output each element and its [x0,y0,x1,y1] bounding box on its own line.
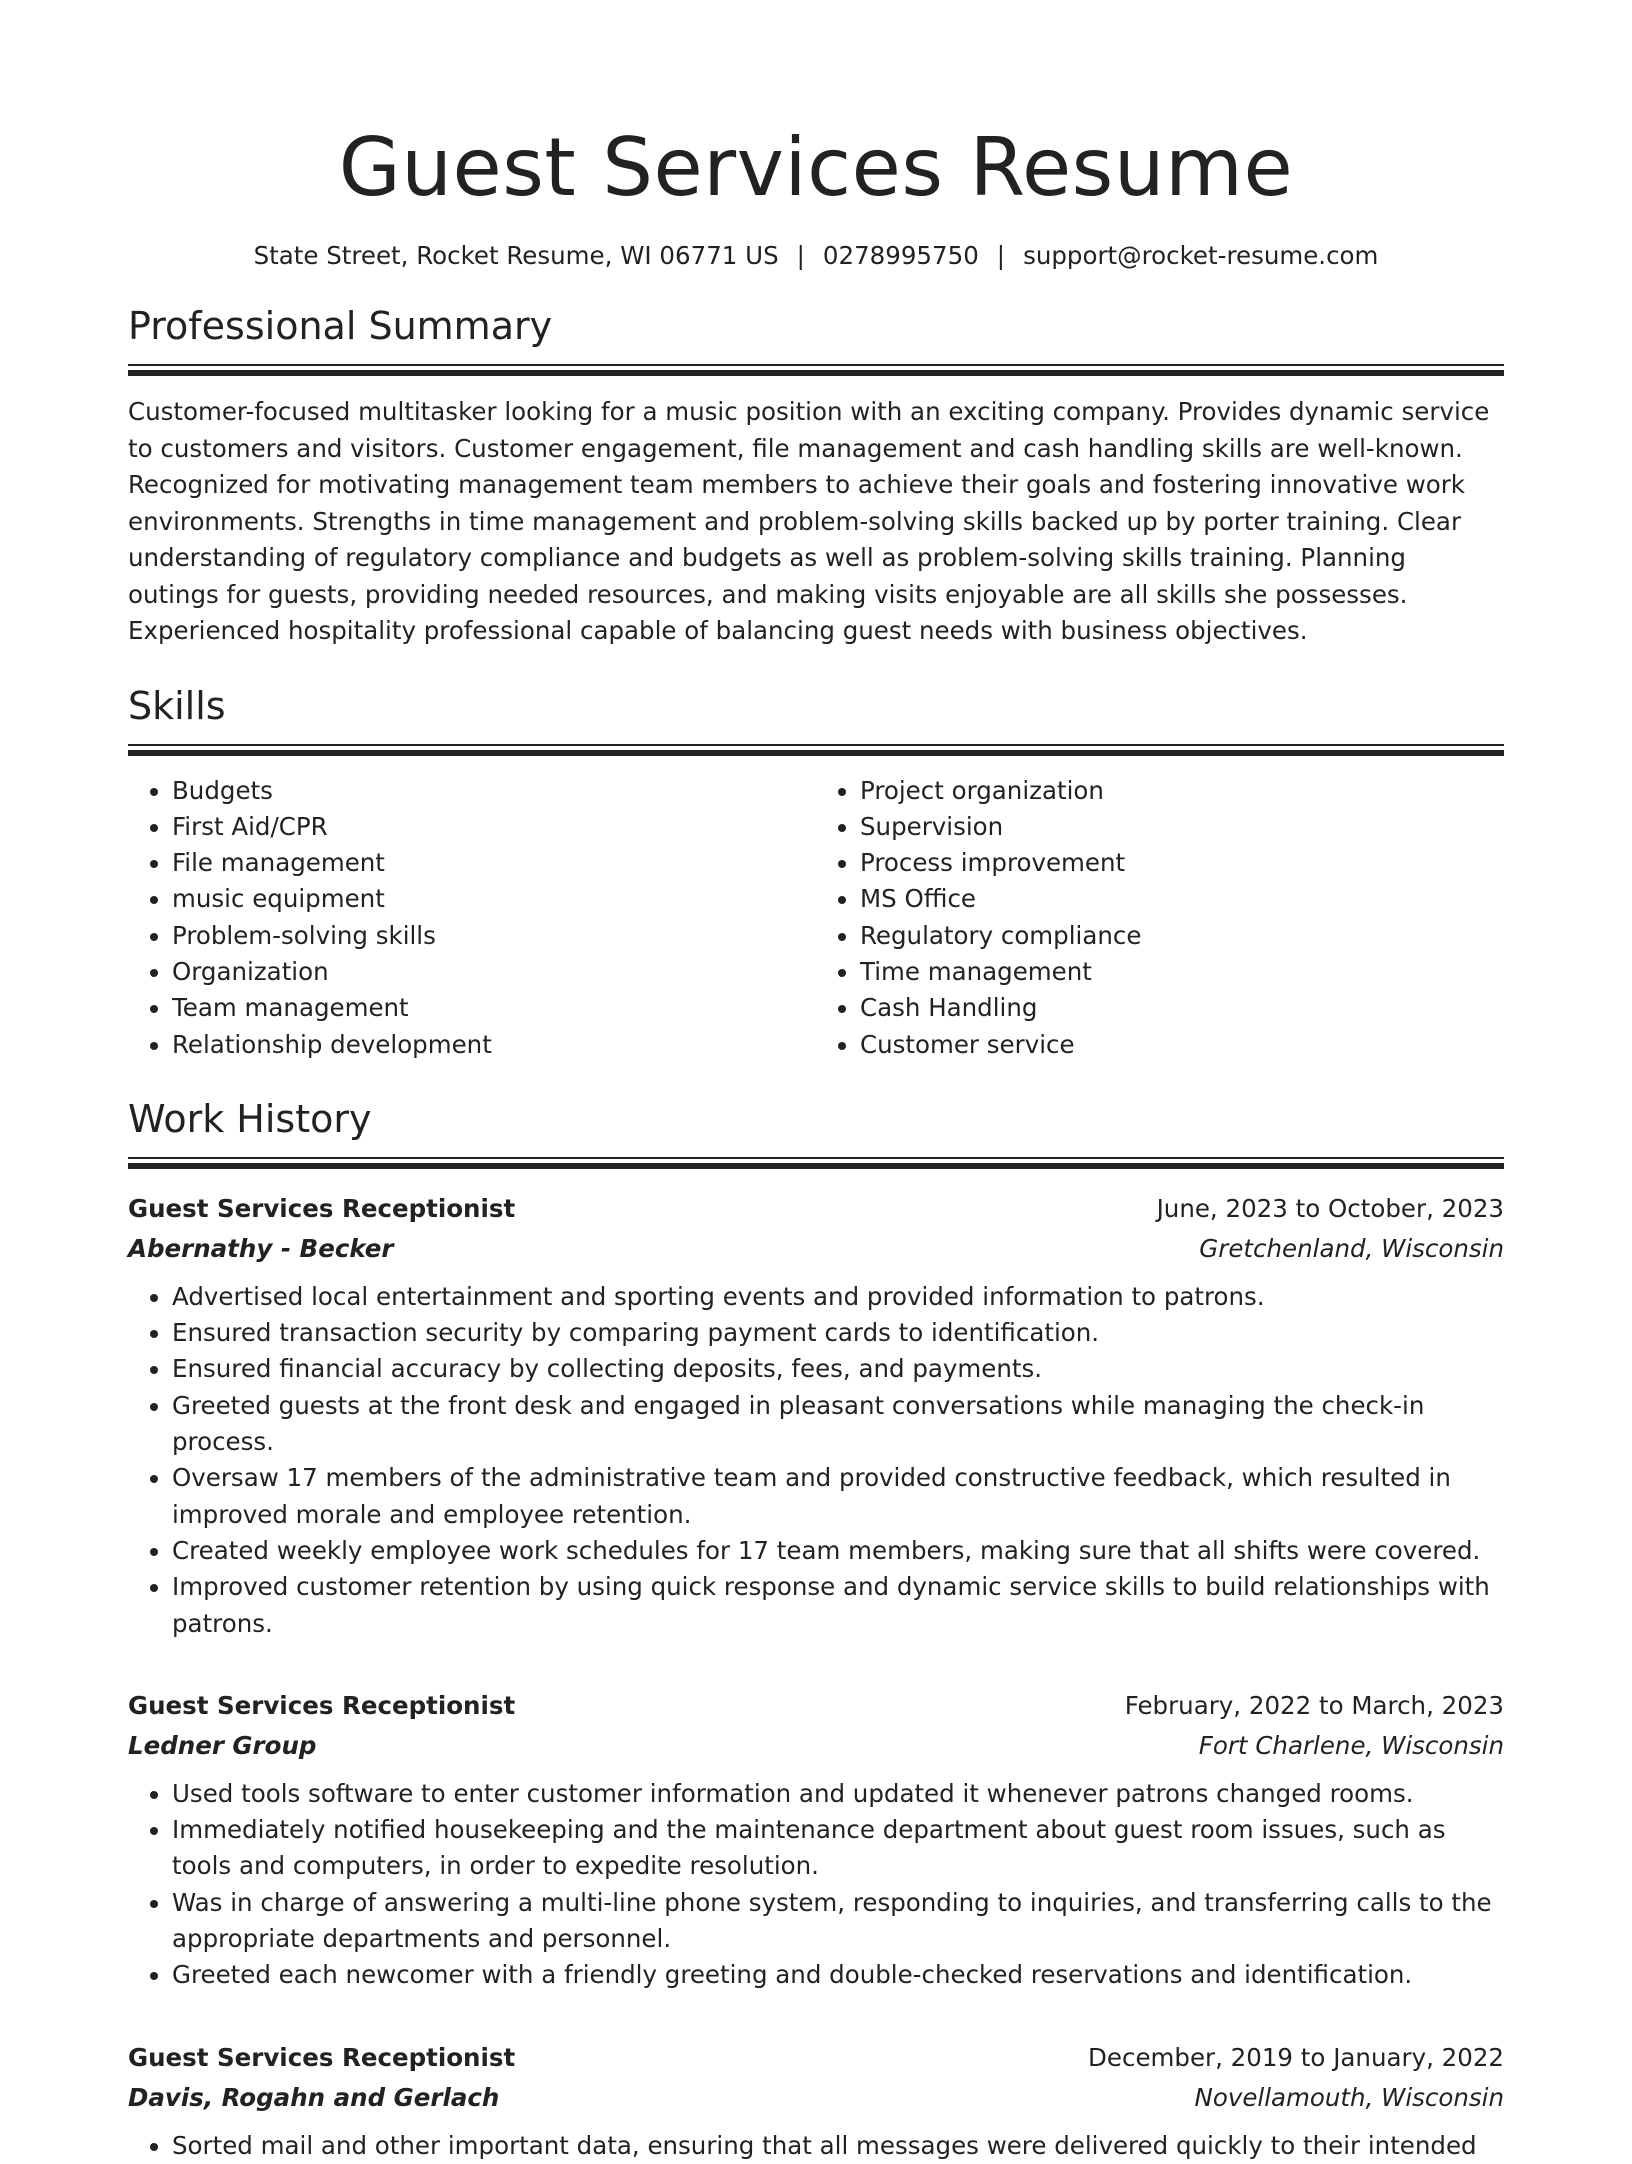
skill-item: • music equipment [172,881,816,917]
skill-item: • Organization [172,954,816,990]
skills-column-right [816,773,1504,1063]
skills-grid [128,773,1504,1063]
skill-item: • Budgets [172,773,816,809]
skill-item: • File management [172,845,816,881]
job-bullet: • Improved customer retention by using quick response and dynamic service skills to build relationships with patrons. [172,1569,1504,1642]
contact-phone: 0278995750 [822,241,979,270]
job-bullet: • Greeted each newcomer with a friendly greeting and double-checked reservations and identification. [172,1957,1504,1993]
contact-email: support@rocket-resume.com [1023,241,1379,270]
job-bullet: • Immediately notified housekeeping and the maintenance department about guest room issues, such as tools and computers, in order to expedite resolution. [172,1812,1504,1885]
page-title: Guest Services Resume [338,121,1294,214]
job-header-row [128,1686,1504,1726]
job-location: Novellamouth, Wisconsin [1194,2082,1504,2112]
job-company: Abernathy - Becker [128,1233,394,1263]
job-bullet: • Used tools software to enter customer information and updated it whenever patrons changed rooms. [172,1776,1504,1812]
section-heading-skills: Skills [128,683,226,728]
job-header-row [128,1189,1504,1229]
section-divider [128,744,1504,756]
professional-summary-section [128,300,1504,650]
job-company: Ledner Group [128,1730,317,1760]
skill-item: • Customer service [860,1027,1504,1063]
contact-line [128,240,1504,272]
skills-column-left [128,773,816,1063]
skill-item: • Team management [172,990,816,1026]
skill-item: • Cash Handling [860,990,1504,1026]
skill-item: • Process improvement [860,845,1504,881]
skill-item: • Relationship development [172,1027,816,1063]
job-bullet: • Created weekly employee work schedules for 17 team members, making sure that all shifts were covered. [172,1533,1504,1569]
work-history-section [128,1093,1504,2164]
skill-item: • MS Office [860,881,1504,917]
job-bullet-list [128,2128,1504,2164]
job-title: Guest Services Receptionist [128,2042,516,2072]
job-entry [128,1686,1504,1994]
job-bullet: • Advertised local entertainment and sporting events and provided information to patrons. [172,1279,1504,1315]
section-heading-summary: Professional Summary [128,304,553,348]
job-location: Fort Charlene, Wisconsin [1198,1730,1504,1760]
section-divider [128,364,1504,376]
job-entry [128,1189,1504,1642]
job-bullet: • Was in charge of answering a multi-line phone system, responding to inquiries, and transferring calls to the appropriate departments and personnel. [172,1885,1504,1958]
job-dates: June, 2023 to October, 2023 [1156,1193,1504,1223]
job-location: Gretchenland, Wisconsin [1199,1233,1504,1263]
job-dates: December, 2019 to January, 2022 [1088,2042,1504,2072]
job-title: Guest Services Receptionist [128,1690,516,1720]
job-dates: February, 2022 to March, 2023 [1124,1690,1504,1720]
skill-item: • Problem-solving skills [172,918,816,954]
skills-section [128,680,1504,1063]
section-divider [128,1157,1504,1169]
skill-item: • Project organization [860,773,1504,809]
contact-separator: | [996,241,1006,270]
job-company-row [128,1229,1504,1269]
job-bullet: • Ensured transaction security by comparing payment cards to identification. [172,1315,1504,1351]
skill-item: • Time management [860,954,1504,990]
section-heading-work-history: Work History [128,1096,372,1141]
job-bullet-list [128,1279,1504,1642]
skill-item: • Supervision [860,809,1504,845]
skill-item: • Regulatory compliance [860,918,1504,954]
contact-address: State Street, Rocket Resume, WI 06771 US [253,241,779,270]
job-bullet-list [128,1776,1504,1994]
summary-text: Customer-focused multitasker looking for a music position with an exciting company. Provides dynamic service to customers and visitors. Customer engagement, file management and cash handling skills are well-known. Recognized for motivating management team members to achieve their goals and fostering innovative work environments. Strengths in time management and problem-solving skills backed up by porter training. Clear understanding of regulatory compliance and budgets as well as problem-solving skills training. Planning outings for guests, providing needed resources, and making visits enjoyable are all skills she possesses. Experienced hospitality professional capable of balancing guest needs with business objectives. [128,397,1490,645]
job-bullet: • Ensured financial accuracy by collecting deposits, fees, and payments. [172,1351,1504,1387]
job-bullet: • Oversaw 17 members of the administrative team and provided constructive feedback, which resulted in improved morale and employee retention. [172,1460,1504,1533]
job-company-row [128,1726,1504,1766]
job-header-row [128,2038,1504,2078]
contact-separator: | [796,241,805,270]
skill-item: • First Aid/CPR [172,809,816,845]
job-title: Guest Services Receptionist [128,1193,516,1223]
job-company: Davis, Rogahn and Gerlach [128,2082,500,2112]
job-bullet: • Sorted mail and other important data, ensuring that all messages were delivered quickly to their intended [172,2128,1504,2164]
job-bullet: • Greeted guests at the front desk and engaged in pleasant conversations while managing the check-in process. [172,1388,1504,1461]
job-entry [128,2038,1504,2164]
